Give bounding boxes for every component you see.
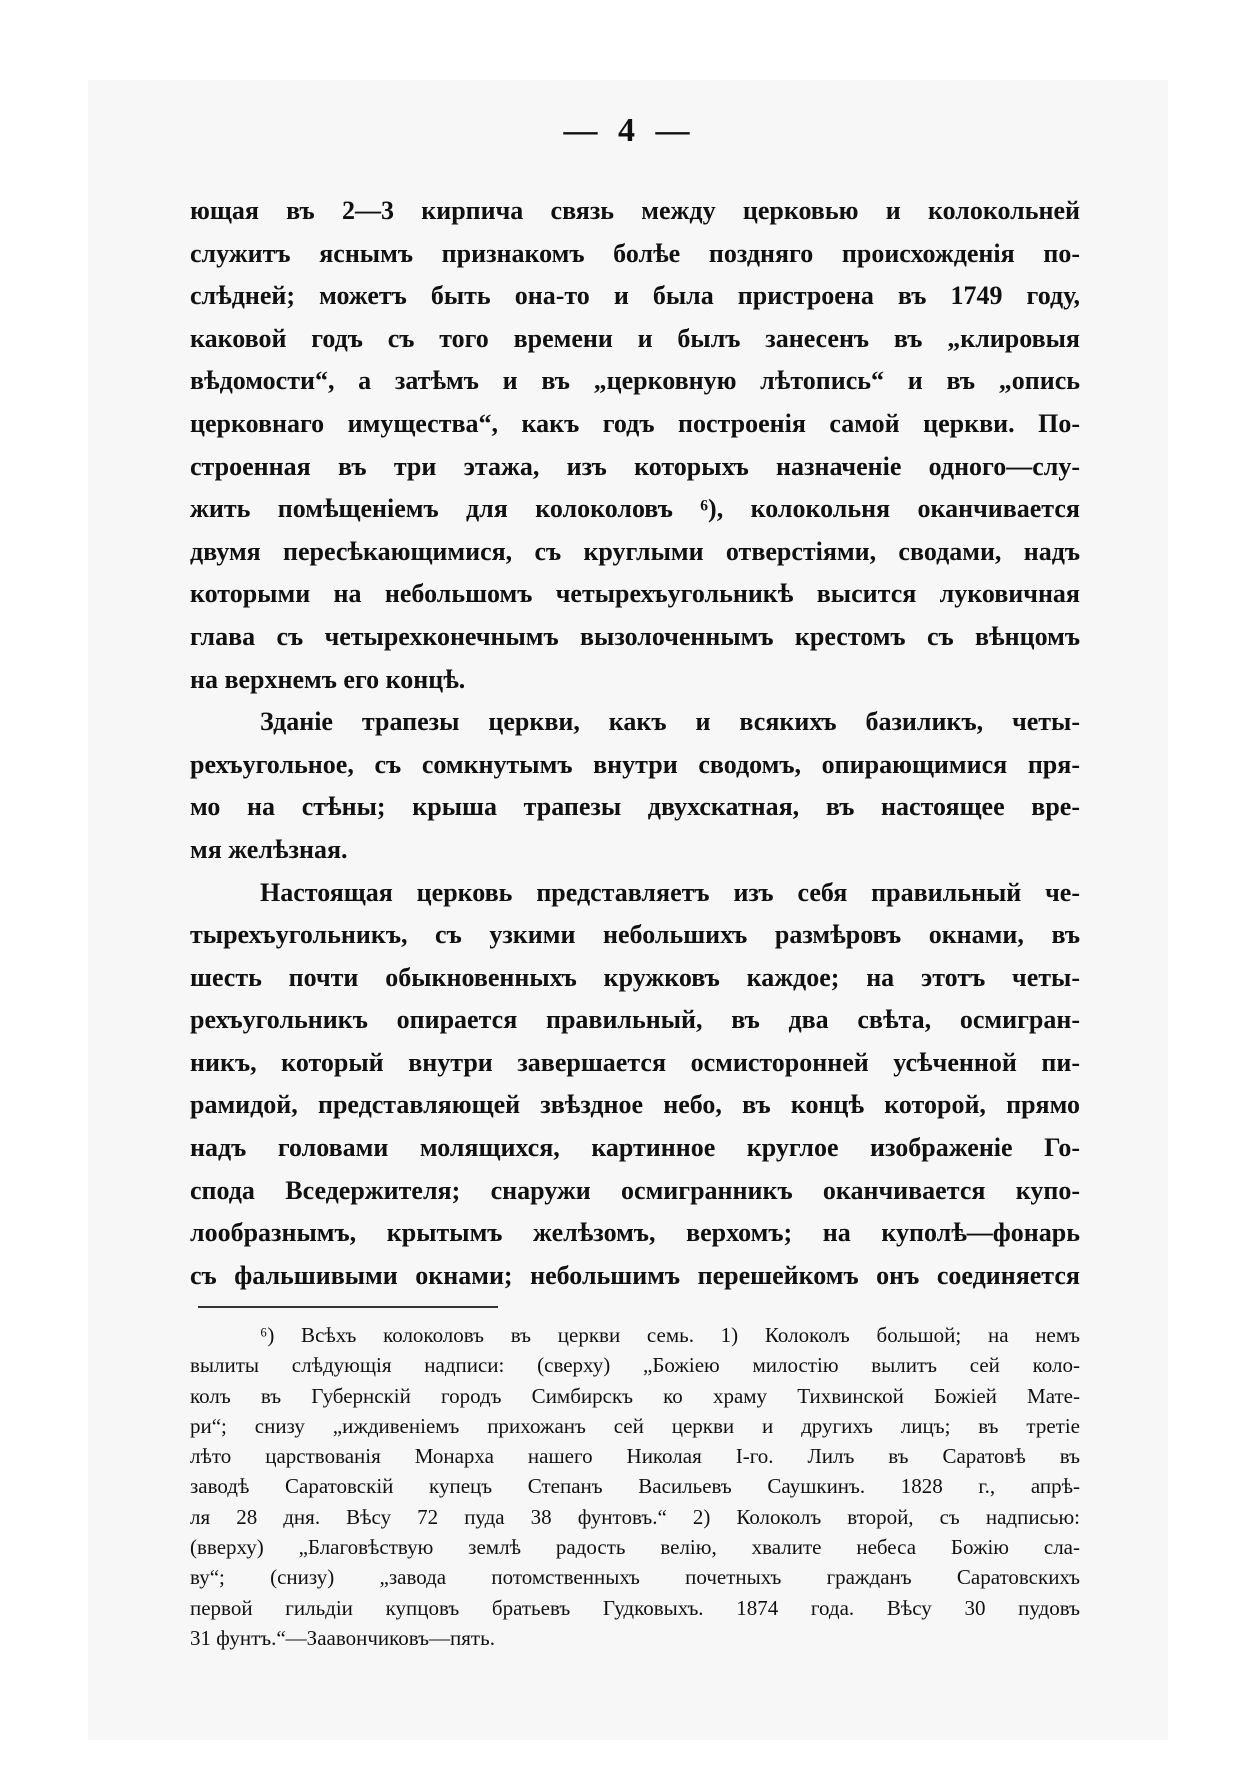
text-line: рехъугольникъ опирается правильный, въ два свѣта, осмигран- [190, 1005, 1080, 1035]
text-line: тырехъугольникъ, съ узкими небольшихъ размѣровъ окнами, въ [190, 920, 1080, 950]
footnote-line: лѣто царствованія Монарха нашего Николая I-го. Лилъ въ Саратовѣ въ [190, 1444, 1080, 1469]
text-line: служитъ яснымъ признакомъ болѣе поздняго происхожденія по- [190, 238, 1080, 268]
footnote [190, 1320, 1080, 1653]
text-line: на верхнемъ его концѣ. [190, 664, 466, 694]
text-line: Зданіе трапезы церкви, какъ и всякихъ базиликъ, четы- [260, 707, 1080, 737]
footnote-line: ⁶) Всѣхъ колоколовъ въ церкви семь. 1) Колоколъ большой; на немъ [260, 1323, 1080, 1347]
text-line: церковнаго имущества“, какъ годъ построенія самой церкви. По- [190, 408, 1080, 438]
main-text [190, 190, 1080, 1297]
text-line: строенная въ три этажа, изъ которыхъ назначеніе одного—слу- [190, 451, 1080, 481]
page-number: — 4 — [563, 112, 696, 149]
footnote-line: колъ въ Губернскій городъ Симбирскъ ко храму Тихвинской Божіей Мате- [190, 1383, 1080, 1408]
footnote-divider [198, 1306, 498, 1308]
footnote-line: первой гильдіи купцовъ братьевъ Гудковыхъ. 1874 года. Вѣсу 30 пудовъ [190, 1595, 1080, 1620]
footnote-line: 31 фунтъ.“—Заавончиковъ—пять. [190, 1625, 495, 1650]
text-line: спода Вседержителя; снаружи осмигранникъ оканчивается купо- [190, 1175, 1080, 1205]
text-line: глава съ четырехконечнымъ вызолоченнымъ крестомъ съ вѣнцомъ [190, 621, 1080, 651]
text-line: которыми на небольшомъ четырехъугольникѣ высится луковичная [190, 579, 1080, 609]
footnote-line: (вверху) „Благовѣствую землѣ радость велію, хвалите небеса Божію сла- [190, 1535, 1080, 1560]
text-line: Настоящая церковь представляетъ изъ себя правильный че- [260, 877, 1080, 907]
text-line: ющая въ 2—3 кирпича связь между церковью и колокольней [190, 196, 1080, 225]
text-line: надъ головами молящихся, картинное круглое изображеніе Го- [190, 1133, 1080, 1163]
footnote-line: вылиты слѣдующія надписи: (сверху) „Божіею милостію вылитъ сей коло- [190, 1353, 1080, 1378]
text-line: съ фальшивыми окнами; небольшимъ перешейкомъ онъ соединяется [190, 1260, 1080, 1290]
footnote-line: заводѣ Саратовскій купецъ Степанъ Васильевъ Саушкинъ. 1828 г., апрѣ- [190, 1474, 1080, 1499]
text-line: шесть почти обыкновенныхъ кружковъ каждое; на этотъ четы- [190, 962, 1080, 992]
text-line: мя желѣзная. [190, 834, 348, 864]
text-line: лообразнымъ, крытымъ желѣзомъ, верхомъ; на куполѣ—фонарь [190, 1218, 1080, 1248]
text-line: слѣдней; можетъ быть она-то и была пристроена въ 1749 году, [190, 281, 1080, 311]
footnote-line: ри“; снизу „иждивеніемъ прихожанъ сей церкви и другихъ лицъ; въ третіе [190, 1413, 1080, 1438]
paragraph-2 [190, 701, 1080, 871]
text-line: вѣдомости“, а затѣмъ и въ „церковную лѣтопись“ и въ „опись [190, 366, 1080, 396]
footnote-line: ля 28 дня. Вѣсу 72 пуда 38 фунтовъ.“ 2) Колоколъ второй, съ надписью: [190, 1504, 1080, 1529]
paragraph-1 [190, 190, 1080, 701]
text-line: рехъугольное, съ сомкнутымъ внутри сводомъ, опирающимися пря- [190, 749, 1080, 779]
text-line: мо на стѣны; крыша трапезы двухскатная, въ настоящее вре- [190, 792, 1080, 822]
text-line: рамидой, представляющей звѣздное небо, въ концѣ которой, прямо [190, 1090, 1080, 1120]
paragraph-3 [190, 872, 1080, 1298]
text-line: жить помѣщеніемъ для колоколовъ ⁶), колокольня оканчивается [190, 494, 1080, 524]
text-line: двумя пересѣкающимися, съ круглыми отверстіями, сводами, надъ [190, 536, 1080, 566]
text-line: каковой годъ съ того времени и былъ занесенъ въ „клировыя [190, 323, 1080, 353]
text-line: никъ, который внутри завершается осмисторонней усѣченной пи- [190, 1047, 1080, 1077]
footnote-line: ву“; (снизу) „завода потомственныхъ почетныхъ гражданъ Саратовскихъ [190, 1565, 1080, 1590]
